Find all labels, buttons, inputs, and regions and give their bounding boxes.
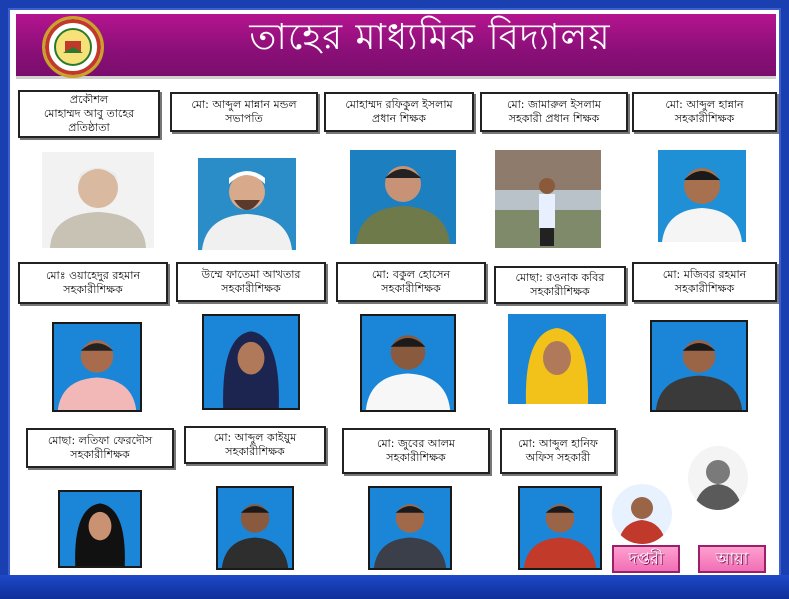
portrait-photo [495,150,601,248]
portrait-photo [52,322,142,412]
staff-role: সহকারীশিক্ষক [530,285,590,298]
label-teacher [342,428,490,474]
staff-role: সভাপতি [225,112,263,125]
label-founder [18,90,160,138]
label-teacher [176,262,326,302]
label-president [170,92,318,132]
portrait-photo [688,446,748,510]
label-headmaster [324,92,474,132]
portrait-photo [508,314,606,404]
footer-strip [0,575,789,599]
doftori-button[interactable]: দপ্তরী [612,545,680,573]
aya-button[interactable]: আয়া [698,545,766,573]
staff-role: সহকারীশিক্ষক [221,282,281,295]
portrait-photo [650,320,748,412]
label-teacher [18,262,168,304]
staff-name: প্রকৌশল [69,93,109,106]
staff-role: সহকারীশিক্ষক [381,282,441,295]
portrait-photo [518,486,602,570]
staff-name: মোঃ ওয়াহেদুর রহমান [45,269,141,282]
staff-name: মো: আব্দুল কাইয়ুম [213,431,297,444]
staff-role: সহকারীশিক্ষক [70,448,130,461]
portrait-photo [216,486,294,570]
staff-name: মো: আব্দুল মান্নান মন্ডল [191,98,297,111]
staff-role: সহকারীশিক্ষক [386,451,446,464]
label-teacher [336,262,486,302]
staff-name: মোহাম্মদ রফিকুল ইসলাম [345,98,453,111]
staff-role: সহকারী প্রধান শিক্ষক [508,112,600,125]
portrait-photo [202,314,300,410]
portrait-photo [198,158,296,250]
label-teacher [632,92,777,132]
label-office-assistant [500,428,616,474]
staff-role: প্রতিষ্ঠাতা [68,121,110,134]
portrait-photo [368,486,452,570]
portrait-photo [612,484,672,544]
portrait-photo [58,490,142,568]
staff-role: সহকারীশিক্ষক [674,112,735,125]
staff-name: মোছা: রওনাক কবির [515,271,605,284]
label-teacher [26,428,174,468]
portrait-photo [350,150,456,244]
school-logo [42,16,104,78]
page-title: তাহের মাধ্যমিক বিদ্যালয় [249,17,611,58]
portrait-photo [658,150,746,242]
label-asst-headmaster [480,92,628,132]
staff-role: সহকারীশিক্ষক [225,445,285,458]
portrait-photo [360,314,456,412]
staff-name: মো: বকুল হোসেন [371,268,451,281]
staff-name: মো: আব্দুল হানিফ [518,437,598,450]
label-teacher [632,262,777,302]
staff-role: অফিস সহকারী [525,451,591,464]
label-teacher [494,266,626,304]
label-teacher [184,426,326,464]
staff-name: মোছা: লতিফা ফেরদৌস [47,434,153,447]
staff-name: মো: মজিবর রহমান [662,268,747,281]
staff-name: মো: জামারুল ইসলাম [507,98,601,111]
staff-role: সহকারীশিক্ষক [674,282,735,295]
staff-name: মো: আব্দুল হান্নান [665,98,744,111]
portrait-photo [42,152,154,248]
staff-name: মো: জুবের আলম [376,437,456,450]
staff-role: সহকারীশিক্ষক [63,283,123,296]
staff-name: উম্মে ফাতেমা আখতার [201,268,301,281]
staff-role: প্রধান শিক্ষক [372,112,426,125]
staff-name: মোহাম্মদ আবু তাহের [43,107,135,120]
